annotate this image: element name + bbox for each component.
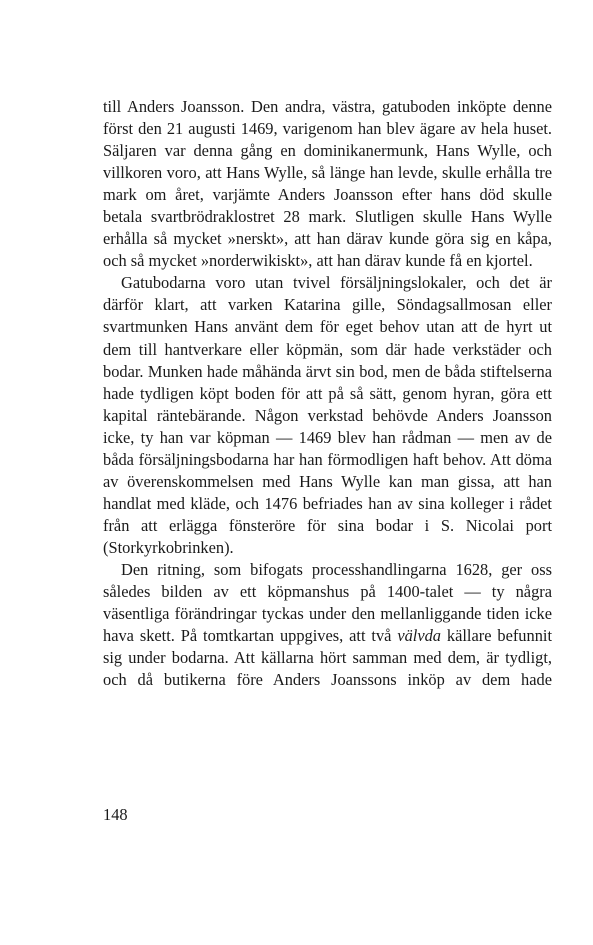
body-text xyxy=(103,96,552,691)
page-number: 148 xyxy=(103,805,128,824)
paragraph-3 xyxy=(103,559,552,691)
paragraph-3-emphasis: välvda xyxy=(397,626,442,646)
paragraph-2: Gatubodarna voro utan tvivel försäljningslokaler, och det är därför klart, att varken Katarina gille, Söndagsallmosan eller svartmunken Hans använt dem för eget behov utan att de hyrt ut dem till hantverkare eller köpmän, som där hade verkstäder och bodar. Munken hade måhända ärvt sin bod, men de båda stiftelserna hade tydligen köpt boden för att på så sätt, genom hyran, göra ett kapital räntebärande. Någon verkstad behövde Anders Joansson icke, ty han var köpman — 1469 blev han rådman — men av de båda försäljningsbodarna har han förmodligen haft behov. Att döma av överenskommelsen med Hans Wylle kan man gissa, att han handlat med kläde, och 1476 befriades han av sina kolleger i rådet från att erlägga fönsteröre för sina bodar i S. Nicolai port (Storkyrkobrinken). xyxy=(103,273,552,557)
paragraph-3-part-2: källare befunnit sig under bodarna. Att källarna hört samman med dem, är tydligt, och då butikerna före Anders Joanssons inköp av dem hade xyxy=(103,626,553,690)
paragraph-3-part-1: Den ritning, som bifogats processhandlingarna 1628, ger oss således bilden av ett köpmanshus på 1400-talet — ty några väsentliga förändringar tyckas under den mellanliggande tiden icke hava skett. På tomtkartan uppgives, att två xyxy=(103,559,552,646)
paragraph-1: till Anders Joansson. Den andra, västra, gatuboden inköpte denne först den 21 augusti 1469, varigenom han blev ägare av hela huset. Säljaren var denna gång en dominikanermunk, Hans Wylle, och villkoren voro, att Hans Wylle, så länge han levde, skulle erhålla tre mark om året, varjämte Anders Joansson efter hans död skulle betala svartbrödraklostret 28 mark. Slutligen skulle Hans Wylle erhålla så mycket »nerskt», att han därav kunde göra sig en kåpa, och så mycket »norderwikiskt», att han därav kunde få en kjortel. xyxy=(103,97,552,271)
